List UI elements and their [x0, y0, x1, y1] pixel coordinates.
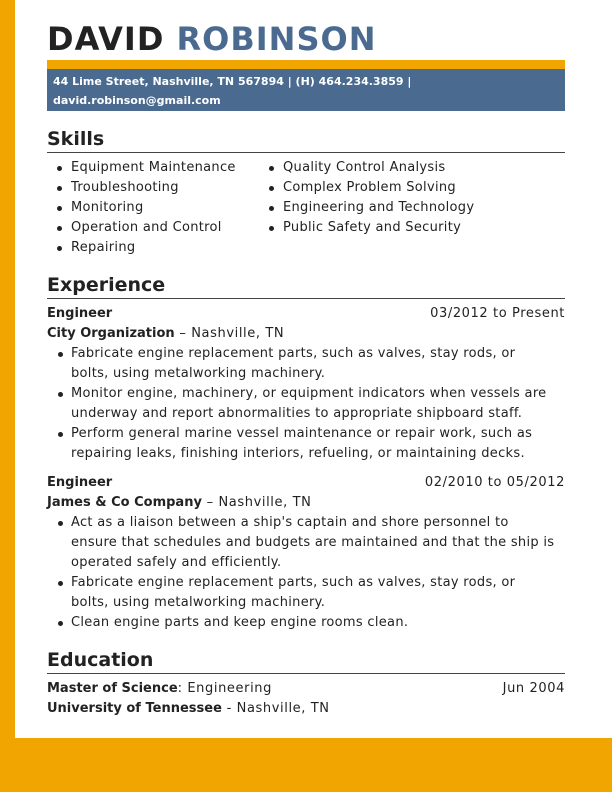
education-heading: Education — [47, 649, 154, 671]
last-name: ROBINSON — [176, 20, 377, 58]
job-title: Engineer — [47, 306, 113, 321]
job-duties — [47, 513, 565, 633]
skill-item: Repairing — [53, 238, 236, 258]
first-name: DAVID — [47, 20, 165, 58]
candidate-name — [47, 20, 376, 58]
skill-item: Quality Control Analysis — [265, 158, 474, 178]
experience-heading: Experience — [47, 274, 166, 296]
experience-divider — [47, 298, 565, 299]
company-name: James & Co Company — [47, 495, 202, 510]
job-dates: 02/2010 to 05/2012 — [424, 475, 565, 490]
education-entry — [47, 679, 565, 719]
skills-divider — [47, 152, 565, 153]
company-name: City Organization — [47, 326, 175, 341]
skill-item: Complex Problem Solving — [265, 178, 474, 198]
left-accent-bar — [0, 0, 15, 792]
contact-email: david.robinson@gmail.com — [53, 94, 221, 107]
degree-field: : Engineering — [177, 681, 272, 696]
duty-item: Perform general marine vessel maintenance or repair work, such as repairing leaks, finishing interiors, refueling, or maintaining decks. — [47, 424, 565, 464]
skill-item: Engineering and Technology — [265, 198, 474, 218]
company-location: – Nashville, TN — [201, 495, 312, 510]
duty-item: Act as a liaison between a ship's captain and shore personnel to ensure that schedules and budgets are maintained and that the ship is operated safely and efficiently. — [47, 513, 565, 573]
contact-address-phone: 44 Lime Street, Nashville, TN 567894 | (H) 464.234.3859 | — [53, 75, 412, 88]
skills-heading: Skills — [47, 128, 105, 150]
duty-item: Clean engine parts and keep engine rooms clean. — [47, 613, 565, 633]
school-location: - Nashville, TN — [221, 701, 330, 716]
graduation-date: Jun 2004 — [502, 681, 565, 696]
skills-list — [47, 158, 565, 258]
skill-item: Troubleshooting — [53, 178, 236, 198]
contact-bar — [47, 60, 565, 111]
job-title: Engineer — [47, 475, 113, 490]
skill-item: Monitoring — [53, 198, 236, 218]
duty-item: Fabricate engine replacement parts, such as valves, stay rods, or bolts, using metalworking machinery. — [47, 344, 565, 384]
company-location: – Nashville, TN — [174, 326, 285, 341]
school-name: University of Tennessee — [47, 701, 222, 716]
skill-item: Equipment Maintenance — [53, 158, 236, 178]
job-duties — [47, 344, 565, 464]
duty-item: Fabricate engine replacement parts, such as valves, stay rods, or bolts, using metalworking machinery. — [47, 573, 565, 613]
job-entry — [47, 304, 565, 464]
education-divider — [47, 673, 565, 674]
job-entry — [47, 473, 565, 633]
job-dates: 03/2012 to Present — [430, 306, 565, 321]
skill-item: Public Safety and Security — [265, 218, 474, 238]
skill-item: Operation and Control — [53, 218, 236, 238]
skills-column-2 — [265, 158, 474, 238]
bottom-accent-bar — [0, 738, 612, 792]
duty-item: Monitor engine, machinery, or equipment indicators when vessels are underway and report abnormalities to appropriate shipboard staff. — [47, 384, 565, 424]
degree-name: Master of Science — [47, 681, 178, 696]
skills-column-1 — [53, 158, 236, 258]
